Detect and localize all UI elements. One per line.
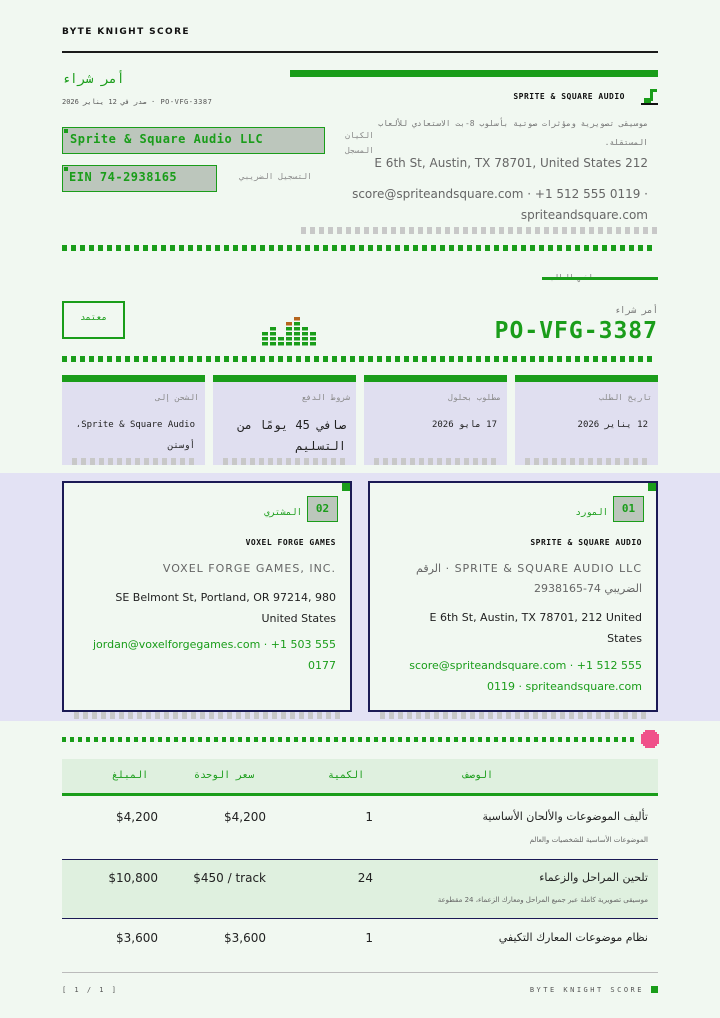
item-amount: $3,600 xyxy=(116,931,158,945)
table-row xyxy=(62,860,658,919)
item-unit-price: $3,600 xyxy=(224,931,266,945)
ein-value: EIN 74-2938165 xyxy=(69,170,178,184)
item-description: تلحين المراحل والزعماء xyxy=(539,871,648,884)
item-amount: $10,800 xyxy=(108,871,158,885)
supplier-card xyxy=(368,481,658,712)
status-text: معتمد xyxy=(79,313,108,323)
footer-divider xyxy=(62,972,658,973)
buyer-card xyxy=(62,481,352,712)
green-dot-divider xyxy=(62,356,658,362)
column-header-unit-price: سعر الوحدة xyxy=(194,770,255,781)
ein-label: التسجيل الضريبي xyxy=(239,172,312,181)
item-description: نظام موضوعات المعارك التكيفي xyxy=(498,931,648,944)
item-subtext: الموضوعات الأساسية للشخصيات والعالم xyxy=(529,836,648,844)
info-card-label: مطلوب بحلول xyxy=(448,393,501,402)
dash-divider xyxy=(74,712,344,719)
party-name: SPRITE & SQUARE AUDIO xyxy=(530,538,642,547)
green-dot-divider xyxy=(62,245,658,251)
party-number: 02 xyxy=(307,496,338,522)
column-header-description: الوصف xyxy=(462,770,493,781)
dash-divider xyxy=(301,227,658,234)
info-card-value: 17 مايو 2026 xyxy=(431,420,497,430)
dash-divider xyxy=(525,458,648,465)
vendor-name: SPRITE & SQUARE AUDIO xyxy=(513,92,625,101)
info-card-label: تاريخ الطلب xyxy=(599,393,652,402)
dash-divider xyxy=(374,458,497,465)
summary-accent-line xyxy=(542,277,658,280)
party-legal: SPRITE & SQUARE AUDIO LLC · الرقم الضريبي 74-2938165 xyxy=(416,562,642,595)
item-subtext: موسيقى تصويرية كاملة عبر جميع المراحل ومعارك الزعماء، 24 مقطوعة xyxy=(437,896,648,904)
accent-bar xyxy=(290,70,658,77)
footer-square-icon xyxy=(651,986,658,993)
party-role: المشتري xyxy=(264,508,302,518)
music-note-icon xyxy=(640,88,658,106)
brand-name: BYTE KNIGHT SCORE xyxy=(62,27,190,37)
info-card-payment-terms xyxy=(213,375,356,465)
vendor-address: E 6th St, Austin, TX 78701, United States 212 xyxy=(374,156,648,170)
column-header-quantity: الكمية xyxy=(328,770,365,781)
document-meta: PO-VFG-3387 · صدر في 12 يناير 2026 xyxy=(62,98,213,106)
po-label: أمر شراء xyxy=(614,306,658,316)
top-divider xyxy=(62,51,658,53)
vendor-contact-line-1[interactable]: score@spriteandsquare.com · +1 512 555 0119 · xyxy=(352,187,648,201)
footer-brand: BYTE KNIGHT SCORE xyxy=(529,986,644,994)
dash-divider xyxy=(72,458,195,465)
column-header-amount: المبلغ xyxy=(112,770,149,781)
party-legal: VOXEL FORGE GAMES, INC. xyxy=(162,562,336,575)
info-card-value: Sprite & Square Audio، أوستن xyxy=(75,420,195,451)
corner-marker xyxy=(64,167,68,171)
party-contact[interactable]: score@spriteandsquare.com · +1 512 555 0119 · spriteandsquare.com xyxy=(409,659,642,693)
corner-marker xyxy=(64,129,68,133)
green-dot-divider xyxy=(62,737,636,742)
party-address: SE Belmont St, Portland, OR 97214, 980 United States xyxy=(115,591,336,625)
document-title: أمر شراء xyxy=(62,72,125,87)
item-unit-price: $4,200 xyxy=(224,810,266,824)
party-number: 01 xyxy=(613,496,644,522)
vendor-website[interactable]: spriteandsquare.com xyxy=(520,208,648,222)
party-contact[interactable]: jordan@voxelforgegames.com · +1 503 555 0177 xyxy=(92,638,336,672)
item-quantity: 24 xyxy=(357,871,373,885)
dash-divider xyxy=(223,458,346,465)
info-card-value: صافي 45 يومًا من التسليم xyxy=(237,418,346,453)
info-card-ship-to xyxy=(62,375,205,465)
pixel-gem-icon xyxy=(641,730,659,748)
vendor-tagline: موسيقى تصويرية ومؤثرات صوتية بأسلوب 8-بت الاستعادي للألعاب المستقلة. xyxy=(378,119,648,147)
item-description: تأليف الموضوعات والألحان الأساسية xyxy=(482,810,648,823)
info-card-value: 12 يناير 2026 xyxy=(577,420,648,430)
entity-label: الكيان المسجل xyxy=(345,131,374,155)
item-quantity: 1 xyxy=(365,810,373,824)
item-unit-price: $450 / track xyxy=(193,871,266,885)
info-card-order-date xyxy=(515,375,658,465)
equalizer-icon xyxy=(260,310,320,346)
dash-divider xyxy=(380,712,650,719)
item-amount: $4,200 xyxy=(116,810,158,824)
info-card-due-date xyxy=(364,375,507,465)
party-name: VOXEL FORGE GAMES xyxy=(245,538,336,547)
item-quantity: 1 xyxy=(365,931,373,945)
table-row xyxy=(62,920,658,960)
page-indicator: [ 1 / 1 ] xyxy=(62,986,118,994)
party-address: E 6th St, Austin, TX 78701, 212 United States xyxy=(429,611,642,645)
info-card-label: الشحن إلى xyxy=(155,393,199,402)
party-role: المورد xyxy=(575,508,608,518)
table-row xyxy=(62,799,658,860)
info-card-label: شروط الدفع xyxy=(301,393,350,402)
po-number: PO-VFG-3387 xyxy=(494,318,658,344)
entity-value: Sprite & Square Audio LLC xyxy=(70,132,264,146)
vendor-contact xyxy=(328,184,648,226)
